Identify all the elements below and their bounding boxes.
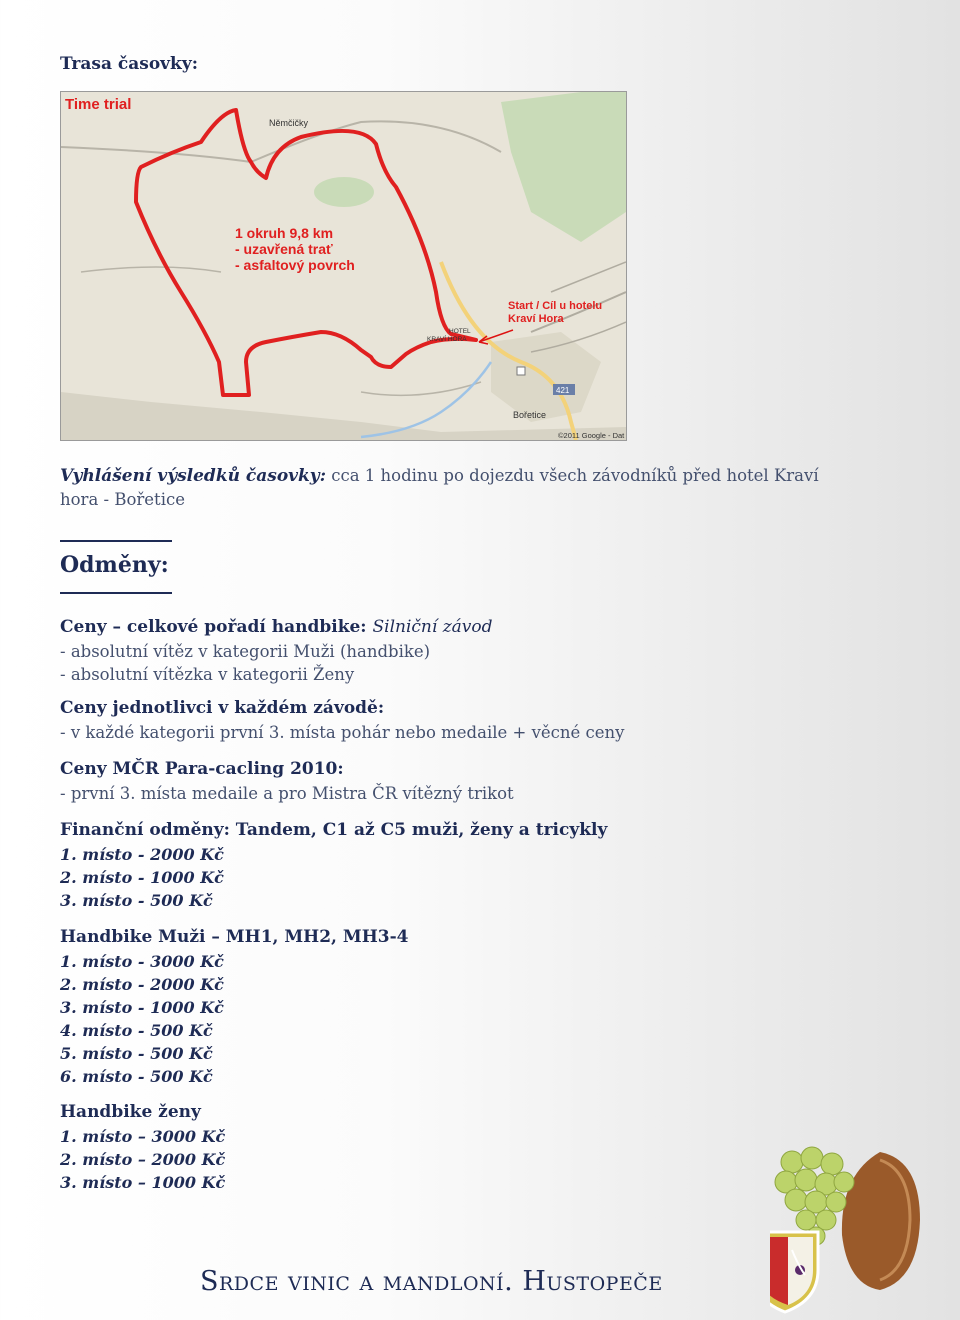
- handbike-women-title: Handbike ženy: [60, 1102, 201, 1122]
- announcement: [60, 464, 820, 512]
- financial-title: Finanční odměny: Tandem, C1 až C5 muži, ženy a tricykly: [60, 820, 608, 840]
- route-map: [60, 91, 627, 441]
- individual-title: Ceny jednotlivci v každém závodě:: [60, 698, 385, 718]
- map-start-line1: Start / Cíl u hotelu: [508, 300, 603, 312]
- map-label-nemcicky: Němčičky: [269, 118, 309, 128]
- map-info-line3: - asfaltový povrch: [235, 257, 355, 273]
- divider-top: [60, 540, 172, 542]
- grapes-almond-emblem-icon: [770, 1140, 940, 1316]
- route-title: Trasa časovky:: [60, 54, 198, 74]
- individual-prizes-section: [60, 697, 625, 744]
- announcement-label: Vyhlášení výsledků časovky:: [60, 466, 326, 486]
- mcr-line: - první 3. místa medaile a pro Mistra ČR vítězný trikot: [60, 783, 514, 803]
- map-info-line2: - uzavřená trať: [235, 241, 333, 257]
- map-label-boretice: Bořetice: [513, 410, 547, 420]
- overall-title: Ceny – celkové pořadí handbike:: [60, 617, 373, 637]
- map-info-line1: 1 okruh 9,8 km: [235, 225, 334, 241]
- rewards-heading: Odměny:: [60, 552, 169, 578]
- handbike-men-section: [60, 926, 409, 1088]
- prize-item: 1. místo - 3000 Kč: [60, 951, 224, 971]
- prize-item: 3. místo - 500 Kč: [60, 890, 213, 910]
- overall-line: - absolutní vítěz v kategorii Muži (handbike): [60, 641, 431, 661]
- overall-line: - absolutní vítězka v kategorii Ženy: [60, 665, 355, 684]
- overall-prizes-section: [60, 615, 493, 687]
- handbike-men-title: Handbike Muži – MH1, MH2, MH3-4: [60, 927, 409, 947]
- mcr-title: Ceny MČR Para-cacling 2010:: [60, 759, 344, 779]
- prize-item: 1. místo – 3000 Kč: [60, 1126, 226, 1146]
- prize-item: 3. místo – 1000 Kč: [60, 1172, 226, 1192]
- divider-bottom: [60, 592, 172, 594]
- map-label-time-trial: Time trial: [65, 96, 132, 113]
- map-road-number: 421: [556, 386, 570, 395]
- announcement-text: cca 1 hodinu po dojezdu všech závodníků před hotel Kraví hora - Bořetice: [60, 466, 819, 509]
- prize-item: 5. místo - 500 Kč: [60, 1043, 213, 1063]
- individual-line: - v každé kategorii první 3. místa pohár nebo medaile + věcné ceny: [60, 722, 625, 742]
- prize-item: 1. místo - 2000 Kč: [60, 844, 224, 864]
- map-start-line2: Kraví Hora: [508, 313, 564, 325]
- map-hotel-label2: KRAVÍ HORA: [427, 336, 467, 343]
- prize-item: 6. místo - 500 Kč: [60, 1066, 213, 1086]
- map-hotel-label1: HOTEL: [449, 328, 471, 335]
- prize-item: 4. místo - 500 Kč: [60, 1020, 213, 1040]
- handbike-women-section: [60, 1101, 225, 1194]
- footer-slogan: Srdce vinic a mandloní. Hustopeče: [200, 1266, 663, 1297]
- prize-item: 2. místo - 2000 Kč: [60, 974, 224, 994]
- prize-item: 2. místo – 2000 Kč: [60, 1149, 226, 1169]
- overall-title-italic: Silniční závod: [372, 617, 493, 637]
- prize-item: 3. místo - 1000 Kč: [60, 997, 224, 1017]
- financial-prizes-section: [60, 819, 607, 912]
- prize-item: 2. místo - 1000 Kč: [60, 867, 224, 887]
- map-copyright: ©2011 Google - Dat: [558, 431, 625, 440]
- mcr-prizes-section: [60, 758, 514, 805]
